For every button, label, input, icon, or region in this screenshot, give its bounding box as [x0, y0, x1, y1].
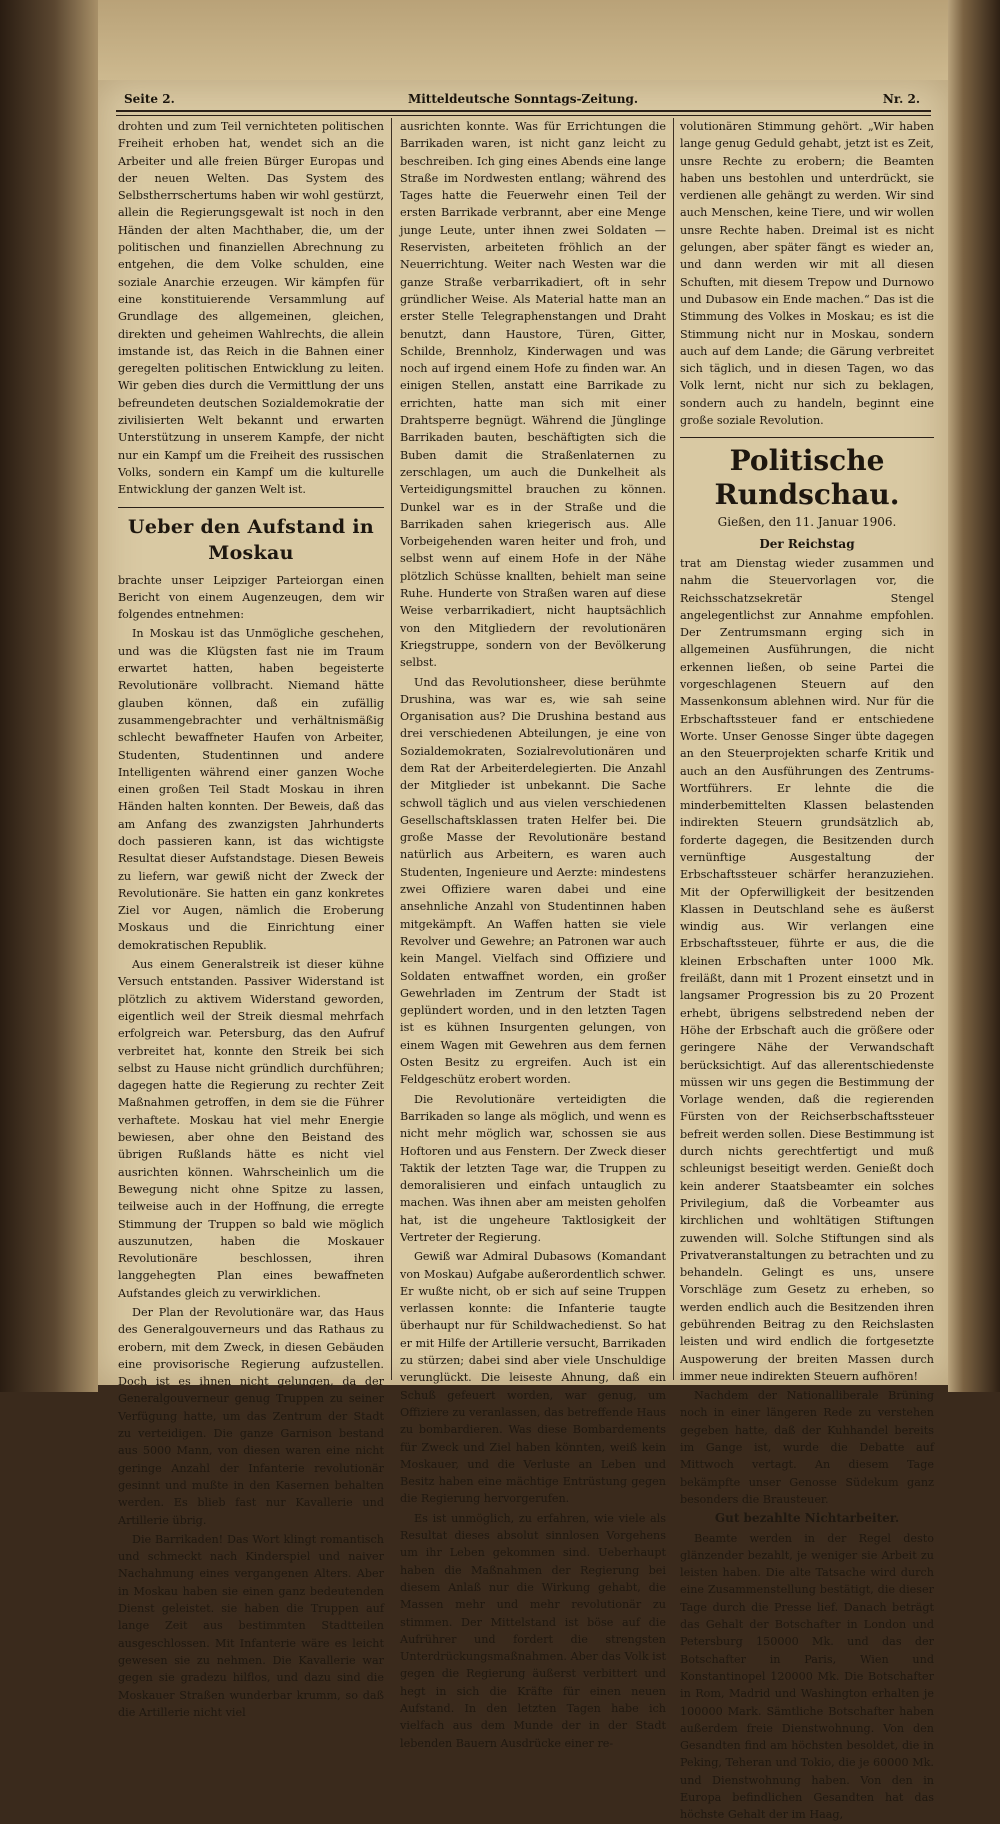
section-separator	[680, 437, 934, 438]
article-text: trat am Dienstag wieder zusammen und nahm die Steuervorlagen vor, die Reichsschatzsekretär Stengel angelegentlichst zur Annahme empfohlen. Der Zentrumsmann erging sich in allgemeinen Ausführungen, die nicht erkennen ließen, ob seine Partei die vorgeschlagenen Steuern auf den Massenkonsum ablehnen wird. Nur für die Erbschaftssteuer fand er entschiedene Worte. Unser Genosse Singer übte dagegen an den Steuerprojekten scharfe Kritik und auch an den Ausführungen des Zentrums-Wortführers. Er lehnte die die minderbemittelten Klassen belastenden indirekten Steuern grundsätzlich ab, forderte dagegen, die Besitzenden durch vernünftige Ausgestaltung der Erbschaftssteuer schärfer heranzuziehen. Mit der Opferwilligkeit der besitzenden Klassen in Deutschland sehe es äußerst windig aus. Wir verlangen eine Erbschaftssteuer, führte er aus, die die kleinen Erbschaften unter 1000 Mk. freiläßt, dann mit 1 Prozent einsetzt und in langsamer Progression bis zu 20 Prozent erhebt, übrigens selbstredend neben der Höhe der Erbschaft auch die größere oder geringere Nähe der Verwandschaft berücksichtigt. Auf das allerentschiedenste müssen wir uns gegen die Bestimmung der Vorlage wenden, daß die regierenden Fürsten von der Reichserbschaftssteuer befreit werden sollen. Diese Bestimmung ist durch nichts gerechtfertigt und muß schleunigst beseitigt werden. Genießt doch kein anderer Staatsbeamter ein solches Privilegium, daß die Vorbeamter aus kirchlichen und wohltätigen Stiftungen zuwenden will. Solche Stiftungen sind als Privatveranstaltungen zu betrachten und zu behandeln. Gelingt es uns, unsere Vorschläge zum Gesetz zu erheben, so werden endlich auch die Besitzenden ihren gebührenden Beitrag zu den Reichslasten leisten und wird endlich die fortgesetzte Auspowerung der breiten Massen durch immer neue indirekten Steuern aufhören!	[680, 556, 934, 1383]
issue-number: Nr. 2.	[882, 92, 920, 106]
article-text: Beamte werden in der Regel desto glänzender bezahlt, je weniger sie Arbeit zu leisten haben. Die alte Tatsache wird durch eine Zusammenstellung bestätigt, die dieser Tage durch die Presse lief. Danach beträgt das Gehalt der Botschafter in London und Petersburg 150000 Mk. und das der Botschafter in Paris, Wien und Konstantinopel 120000 Mk. Die Botschafter in Rom, Madrid und Washington erhalten je 100000 Mark. Sämtliche Botschafter haben außerdem freie Dienstwohnung. Von den Gesandten find am höchsten besoldet, die in Peking, Teheran und Tokio, die je 60000 Mk. und Dienstwohnung haben. Von den in Europa befindlichen Gesandten hat das höchste Gehalt der im Haag,	[680, 1531, 934, 1822]
subheadline: Der Reichstag	[759, 536, 855, 551]
article-separator	[118, 507, 384, 508]
page-number: Seite 2.	[124, 92, 175, 106]
page-top-margin	[98, 0, 948, 80]
running-header	[118, 90, 928, 110]
article-text: Die Barrikaden! Das Wort klingt romantisch und schmeckt nach Kinderspiel und naiver Nachahmung eines vergangenen Alters. Aber in Moskau haben sie einen ganz bedeutenden Dienst geleistet. sie haben die Truppen auf lange Zeit aus bestimmten Stadtteilen ausgeschlossen. Mit Infanterie wäre es leicht gewesen sie zu nehmen. Die Kavallerie war gegen sie gradezu hilflos, und dazu sind die Moskauer Straßen wunderbar krumm, so daß die Artillerie nicht viel	[118, 1532, 384, 1719]
article-text: Nachdem der Nationalliberale Brüning noch in einer längeren Rede zu verstehen gegeben hatte, daß der Kuhhandel bereits im Gange ist, wurde die Debatte auf Mittwoch vertagt. An diesem Tage bekämpfte unser Genosse Südekum ganz besonders die Brausteuer.	[680, 1389, 934, 1506]
article-text: ausrichten konnte. Was für Errichtungen die Barrikaden waren, ist nicht ganz leicht zu beschreiben. Ich ging eines Abends eine lange Straße im Nordwesten entlang; während des Tages hatte die Feuerwehr einen Teil der ersten Barrikade verbrannt, aber eine Menge junge Leute, unter ihnen zwei Soldaten — Reservisten, arbeiteten fröhlich an der Neuerrichtung. Weiter nach Westen war die ganze Straße verbarrikadiert, oft in sehr gründlicher Weise. Als Material hatte man an erster Stelle Telegraphenstangen und Draht benutzt, dann Haustore, Türen, Gitter, Schilde, Brennholz, Kinderwagen und was noch auf irgend einem Hofe zu finden war. An einigen Stellen, anstatt eine Barrikade zu errichten, hatte man sich mit einer Drahtsperre begnügt. Während die Jünglinge Barrikaden bauten, beschäftigten sich die Buben damit die Straßenlaternen zu zerschlagen, um auch die Dunkelheit als Verteidigungsmittel brauchen zu können. Dunkel war es in der Straße und die Barrikaden sahen kriegerisch aus. Alle Vorbeigehenden waren heiter und froh, und selbst wenn auf einem Hofe in der Nähe plötzlich Schüsse knallten, behielt man seine Ruhe. Hunderte von Straßen waren auf diese Weise verbarrikadiert, nicht hauptsächlich von den Mitgliedern der revolutionären Kriegstruppe, sondern von der Bevölkerung selbst.	[400, 120, 666, 670]
newspaper-page	[98, 80, 948, 1822]
article-text: brachte unser Leipziger Parteiorgan einen Bericht von einem Augenzeugen, dem wir folgendes entnehmen:	[118, 573, 384, 622]
article-text: Gewiß war Admiral Dubasows (Komandant von Moskau) Aufgabe außerordentlich schwer. Er wußte nicht, ob er sich auf seine Truppen verlassen konnte: die Infanterie taugte überhaupt nur für Schildwachedienst. So hat er mit Hilfe der Artillerie versucht, Barrikaden zu stürzen; dabei sind aber viele Unschuldige verunglückt. Die leiseste Ahnung, daß ein Schuß gefeuert worden, war genug, um Offiziere zu veranlassen, das betreffende Haus zu bombardieren. Was diese Bombardements für Zweck und Ziel haben könnten, weiß kein Moskauer, und die Verluste an Leben und Besitz haben eine mächtige Entrüstung gegen die Regierung hervorgerufen.	[400, 1250, 666, 1506]
article-text: In Moskau ist das Unmögliche geschehen, und was die Klügsten fast nie im Traum erwartet hatten, haben begeisterte Revolutionäre vollbracht. Niemand hätte glauben können, daß ein zufällig zusammengebrachter und verhältnismäßig schlecht bewaffneter Haufen von Arbeiter, Studenten, Studentinnen und andere Intelligenten während einer ganzen Woche einen großen Teil Stadt Moskau in ihren Händen halten konnten. Der Beweis, daß das am Anfang des zwanzigsten Jahrhunderts doch passieren kann, ist das wichtigste Resultat dieser Aufstandstage. Diesen Beweis zu liefern, war gewiß nicht der Zweck der Revolutionäre. Sie hatten ein ganz konkretes Ziel vor Augen, nämlich die Eroberung Moskaus und die Einrichtung einer demokratischen Republik.	[118, 627, 384, 952]
page-edge	[948, 0, 1000, 1392]
dateline: Gießen, den 11. Januar 1906.	[717, 515, 897, 530]
article-text: drohten und zum Teil vernichteten politischen Freiheit erhoben hat, wendet sich an die Arbeiter und alle freien Bürger Europas und der neuen Welten. Das System des Selbstherrschertums haben wir wohl gestürzt, allein die Regierungsgewalt ist noch in den Händen der alten Machthaber, die, um der politischen und finanziellen Abrechnung zu entgehen, die dem Volke schulden, eine soziale Anarchie erzeugen. Wir kämpfen für eine konstituierende Versammlung auf Grundlage des allgemeinen, gleichen, direkten und geheimen Wahlrechts, die allein imstande ist, das Reich in die Bahnen einer geregelten politischen Entwicklung zu leiten. Wir geben dies durch die Vermittlung der uns befreundeten deutschen Sozialdemokratie der zivilisierten Welt bekannt und erwarten Unterstützung in unserem Kampfe, der nicht nur ein Kampf um die Freiheit des russischen Volks, sondern ein Kampf um die kulturelle Entwicklung der ganzen Welt ist.	[118, 120, 384, 497]
article-text: Der Plan der Revolutionäre war, das Haus des Generalgouverneurs und das Rathaus zu erobern, mit dem Zweck, in diesen Gebäuden eine provisorische Regierung aufzustellen. Doch ist es ihnen nicht gelungen, da der Generalgouverneur genug Truppen zu seiner Verfügung hatte, um das Zentrum der Stadt zu verteidigen. Die ganze Garnison bestand aus 5000 Mann, von diesen waren eine nicht geringe Anzahl der Infanterie revolutionär gesinnt und mußte in den Kasernen behalten werden. Es blieb fast nur Kavallerie und Artillerie übrig.	[118, 1306, 384, 1527]
column-divider	[391, 118, 392, 1380]
article-text: Es ist unmöglich, zu erfahren, wie viele als Resultat dieses absolut sinnlosen Vorgehens um ihr Leben gekommen sind. Ueberhaupt haben die Maßnahmen der Regierung bei diesem Anlaß nur die Wirkung gehabt, die Massen mehr und mehr revolutionär zu stimmen. Der Mittelstand ist böse auf die Aufrührer und fordert die strengsten Unterdrückungsmaßnahmen. Aber das Volk ist gegen die Regierung äußerst verbittert und hegt in sich die Kräfte für einen neuen Aufstand. In den letzten Tagen habe ich vielfach aus dem Munde der in der Stadt lebenden Bauern Ausdrücke einer re-	[400, 1511, 666, 1750]
newspaper-title: Mitteldeutsche Sonntags-Zeitung.	[407, 92, 639, 106]
column-1	[118, 118, 384, 1719]
article-text: Die Revolutionäre verteidigten die Barrikaden so lange als möglich, und wenn es nicht mehr möglich war, schossen sie aus Hoftoren und aus Fenstern. Der Zweck dieser Taktik der letzten Tage war, die Truppen zu demoralisieren und einfach untauglich zu machen. Was ihnen aber am meisten geholfen hat, ist die ungeheure Taktlosigkeit der Vertreter der Regierung.	[400, 1092, 666, 1244]
article-text: Und das Revolutionsheer, diese berühmte Drushina, was war es, wie sah seine Organisation aus? Die Drushina bestand aus drei verschiedenen Abteilungen, je eine von Sozialdemokraten, Sozialrevolutionären und dem Rat der Arbeiterdelegierten. Die Anzahl der Mitglieder ist unbekannt. Die Sache schwoll täglich und aus vielen verschiedenen Gesellschaftsklassen traten Helfer bei. Die große Masse der Revolutionäre bestand natürlich aus Arbeitern, es waren auch Studenten, Ingenieure und Aerzte: mindestens zwei Offiziere waren dabei und eine ansehnliche Anzahl von Studentinnen haben mitgekämpft. An Waffen hatten sie viele Revolver und Gewehre; an Patronen war auch kein Mangel. Vielfach sind Offiziere und Soldaten entwaffnet worden, ein großer Gewehrladen im Zentrum der Stadt ist geplündert worden, und in den letzten Tagen ist es kühnen Insurgenten gelungen, von einem Wagen mit Gewehren aus dem fernen Osten Besitz zu ergreifen. Auch ist ein Feldgeschütz erobert worden.	[400, 675, 666, 1087]
book-binding	[0, 0, 98, 1392]
section-headline: Politische Rundschau.	[714, 444, 900, 512]
header-rule	[116, 110, 931, 116]
subheadline: Gut bezahlte Nichtarbeiter.	[714, 1511, 900, 1526]
article-text: volutionären Stimmung gehört. „Wir haben lange genug Geduld gehabt, jetzt ist es Zeit, unsre Rechte zu erobern; die Beamten haben uns bestohlen und unterdrückt, sie verdienen alle gehängt zu werden. Wir sind auch Menschen, keine Tiere, und wir wollen unsre Rechte haben. Dreimal ist es nicht gelungen, aber später fängt es wieder an, und dann werden wir mit all diesen Schuften, mit diesem Trepow und Durnowo und Dubasow ein Ende machen.“ Das ist die Stimmung des Volkes in Moskau; es ist die Stimmung nicht nur in Moskau, sondern auch auf dem Lande; die Gärung verbreitet sich täglich, und in diesen Tagen, wo das Volk lernt, nicht nur sich zu beklagen, sondern auch zu handeln, beginnt eine große soziale Revolution.	[680, 120, 934, 428]
column-divider	[673, 118, 674, 1380]
article-text: Aus einem Generalstreik ist dieser kühne Versuch entstanden. Passiver Widerstand ist plötzlich zu aktivem Widerstand geworden, eigentlich weil der Streik diesmal mehrfach erfolgreich war. Petersburg, das den Aufruf verbreitet hat, konnte den Streik bei sich selbst zu Hause nicht gründlich durchführen; dagegen hatte die Regierung zu rechter Zeit Maßnahmen getroffen, in dem sie die Führer verhaftete. Moskau hat viel mehr Energie bewiesen, aber ohne den Beistand des übrigen Rußlands hätte es nicht viel ausrichten können. Wahrscheinlich um die Bewegung nicht ohne Spitze zu lassen, teilweise auch in der Hoffnung, die erregte Stimmung der Truppen so bald wie möglich auszunutzen, haben die Moskauer Revolutionäre beschlossen, ihren langgehegten Plan eines bewaffneten Aufstandes gleich zu verwirklichen.	[118, 958, 384, 1300]
article-headline: Ueber den Aufstand in Moskau	[127, 515, 375, 564]
column-3	[680, 118, 934, 1822]
column-2	[400, 118, 666, 1750]
